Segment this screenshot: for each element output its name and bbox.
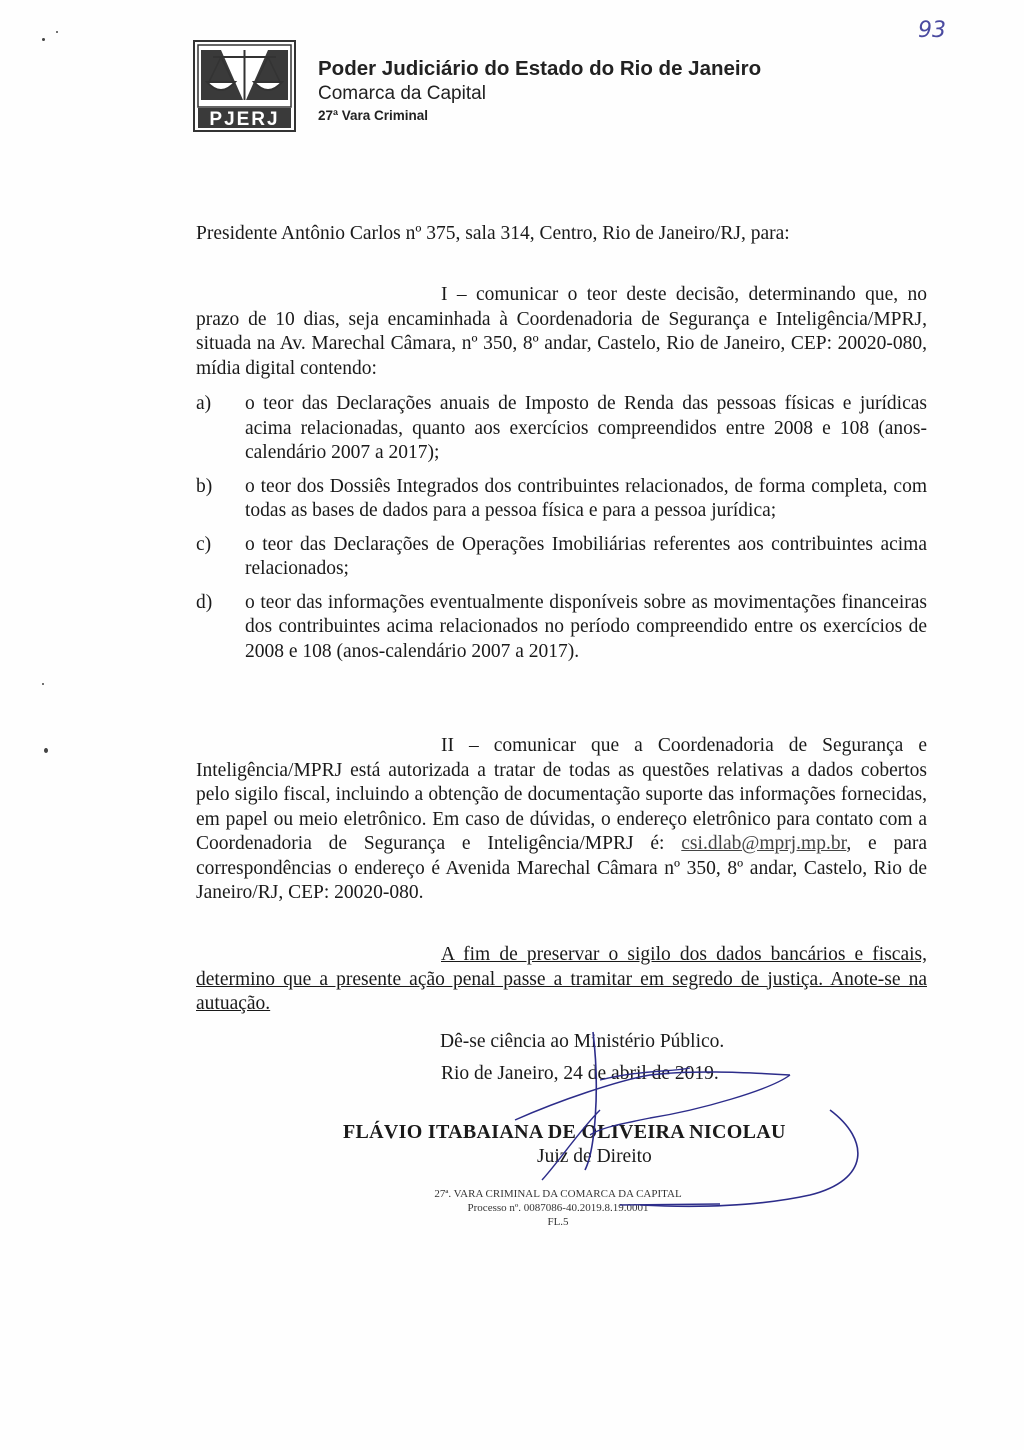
item-text: o teor das Declarações anuais de Imposto de Renda das pessoas físicas e jurídicas acima relacionadas, quanto aos exercícios compreendidos entre 2008 e 108 (anos-calendário 2007 a 2017); (245, 393, 927, 463)
section-1-text: I – comunicar o teor deste decisão, determinando que, no prazo de 10 dias, seja encaminhada à Coordenadoria de Segurança e Inteligência/MPRJ, situada na Av. Marechal Câmara, nº 350, 8º andar, Castelo, Rio de Janeiro, CEP: 20020-080, mídia digital contendo: (196, 284, 927, 379)
secrecy-text: A fim de preservar o sigilo dos dados bancários e fiscais, determino que a presente ação penal passe a tramitar em segredo de justiça. Anote-se na autuação. (196, 944, 927, 1014)
list-item (196, 591, 927, 665)
section-1 (196, 283, 927, 381)
intro-text: Presidente Antônio Carlos nº 375, sala 314, Centro, Rio de Janeiro/RJ, para: (196, 223, 790, 244)
judge-role: Juiz de Direito (537, 1146, 652, 1167)
stamp-line-3: FL.5 (547, 1216, 569, 1228)
court-stamp (398, 1187, 718, 1229)
item-text: o teor das informações eventualmente disponíveis sobre as movimentações financeiras dos contribuintes acima relacionados no período compreendido entre os exercícios de 2008 e 108 (anos-calendário 2007 a 2017). (245, 591, 927, 662)
secrecy-paragraph (196, 943, 927, 1017)
scan-speck (56, 31, 58, 33)
list-item (196, 392, 927, 466)
contact-email-link[interactable]: csi.dlab@mprj.mp.br (681, 833, 847, 854)
stamp-line-2: Processo nº. 0087086-40.2019.8.19.0001 (467, 1202, 649, 1214)
item-label: d) (196, 591, 213, 613)
place-date: Rio de Janeiro, 24 de abril de 2019. (441, 1063, 719, 1084)
items-list (196, 392, 927, 673)
pjerj-logo (193, 40, 296, 132)
letterhead (318, 56, 761, 126)
section-2-text (196, 734, 927, 906)
notice-text: Dê-se ciência ao Ministério Público. (440, 1031, 725, 1052)
list-item (196, 533, 927, 582)
court-title: Poder Judiciário do Estado do Rio de Janeiro (318, 57, 762, 80)
scan-speck (42, 683, 44, 685)
court-subtitle: Comarca da Capital (318, 83, 486, 104)
logo-text: PJERJ (209, 109, 280, 130)
item-text: o teor das Declarações de Operações Imobiliárias referentes aos contribuintes acima relacionados; (245, 533, 927, 579)
judge-name: FLÁVIO ITABAIANA DE OLIVEIRA NICOLAU (343, 1121, 786, 1143)
item-label: a) (196, 393, 212, 414)
scan-speck (44, 748, 48, 753)
item-label: b) (196, 475, 213, 497)
item-label: c) (196, 533, 212, 555)
scan-speck (42, 38, 45, 41)
section-2 (196, 734, 927, 906)
intro-paragraph (196, 222, 927, 247)
item-text: o teor dos Dossiês Integrados dos contribuintes relacionados, de forma completa, com todas as bases de dados para a pessoa física e para a pessoa jurídica; (245, 475, 927, 521)
section-2-text-start: II – comunicar que a Coordenadoria de Segurança e Inteligência/MPRJ está autorizada a tratar de todas as questões relativas a dados cobertos pelo sigilo fiscal, incluindo a obtenção de documentação suporte das informações fornecidas, em papel ou meio eletrônico. Em caso de dúvidas, o endereço eletrônico para contato com a Coordenadoria de Segurança e Inteligência/MPRJ é: (196, 735, 927, 854)
section-2-text-end: , e para correspondências o endereço é Avenida Marechal Câmara nº 350, 8º andar, Castelo, Rio de Janeiro/RJ, CEP: 20020-080. (196, 833, 928, 903)
court-division: 27ª Vara Criminal (318, 108, 429, 123)
list-item (196, 475, 927, 524)
stamp-line-1: 27ª. VARA CRIMINAL DA COMARCA DA CAPITAL (434, 1188, 682, 1200)
handwritten-page-number: 93 (918, 18, 946, 43)
